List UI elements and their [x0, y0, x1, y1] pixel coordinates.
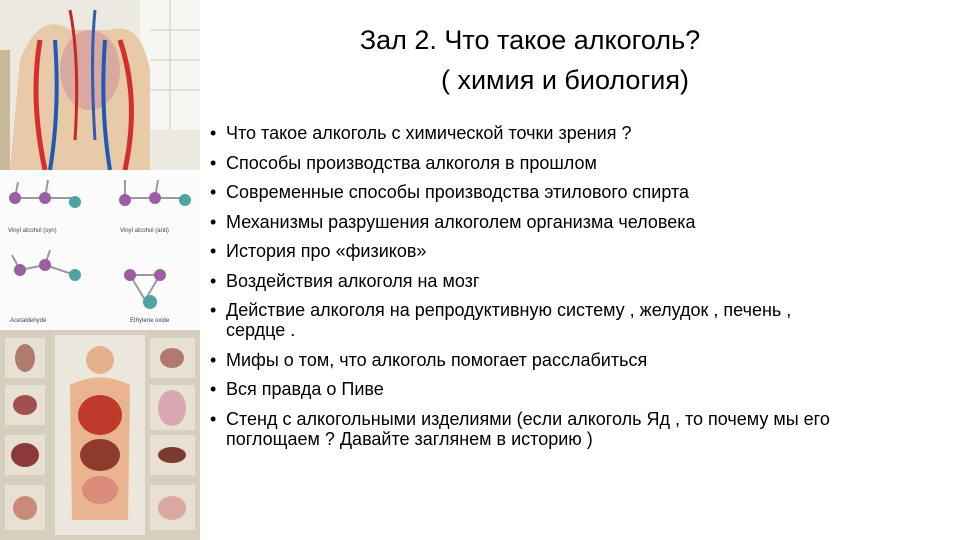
list-item: • История про «физиков»: [210, 241, 850, 261]
molecule-label-4: Ethylene oxide: [130, 318, 170, 324]
title-line-2: ( химия и биология): [440, 65, 689, 95]
molecule-label-3: Acetaldehyde: [10, 318, 47, 324]
list-item: • Современные способы производства этилового спирта: [210, 182, 850, 202]
anatomy-model-image: [0, 0, 200, 170]
title-line-1: Зал 2. Что такое алкоголь?: [359, 25, 701, 55]
list-item: • Вся правда о Пиве: [210, 379, 850, 399]
topic-list: [210, 123, 850, 458]
molecule-label-1: Vinyl alcohol (syn): [8, 228, 57, 234]
image-column: [0, 0, 200, 540]
list-item: • Воздействия алкоголя на мозг: [210, 271, 850, 291]
molecule-diagrams-image: [0, 170, 200, 330]
list-item: • Механизмы разрушения алкоголем организма человека: [210, 212, 850, 232]
molecule-label-2: Vinyl alcohol (anti): [120, 228, 169, 234]
list-item: • Стенд с алкогольными изделиями (если алкоголь Яд , то почему мы его поглощаем ? Давайте заглянем в историю ): [210, 409, 850, 449]
list-item: • Действие алкоголя на репродуктивную систему , желудок , печень , сердце .: [210, 300, 850, 340]
list-item: • Способы производства алкоголя в прошлом: [210, 153, 850, 173]
list-item: • Что такое алкоголь с химической точки зрения ?: [210, 123, 850, 143]
list-item: • Мифы о том, что алкоголь помогает расслабиться: [210, 350, 850, 370]
organs-poster-image: [0, 330, 200, 540]
slide-title: [230, 20, 830, 100]
